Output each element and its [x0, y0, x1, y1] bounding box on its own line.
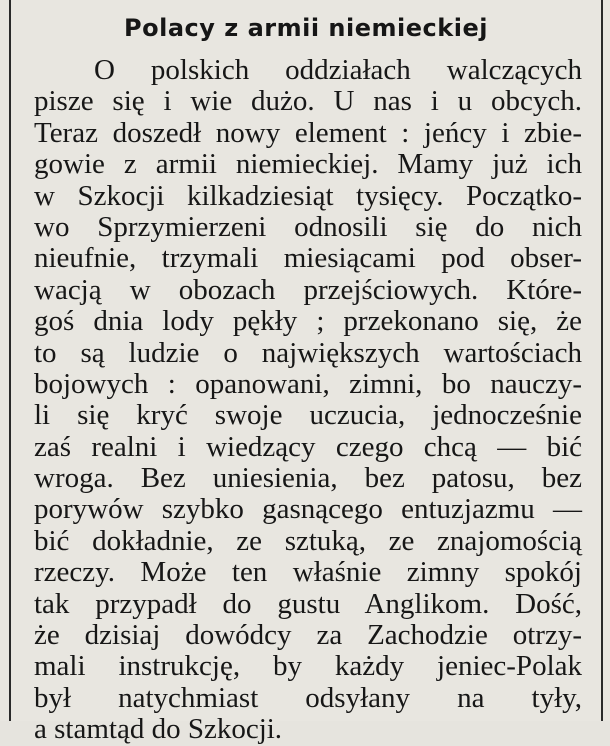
article-body	[34, 55, 582, 746]
article-line: bić dokładnie, ze sztuką, ze znajomością	[34, 524, 582, 557]
article-line: zaś realni i wiedzący czego chcą — bić	[34, 430, 582, 463]
article-headline: Polacy z armii niemieckiej	[124, 14, 488, 42]
article-line: li się kryć swoje uczucia, jednocześnie	[34, 399, 582, 432]
article-line: wacją w obozach przejściowych. Które-	[34, 273, 582, 306]
article-line: wo Sprzymierzeni odnosili się do nich	[34, 210, 582, 243]
article-line: że dzisiaj dowódcy za Zachodzie otrzy-	[34, 619, 582, 652]
article-line: w Szkocji kilkadziesiąt tysięcy. Początko-	[34, 179, 582, 212]
article-line: tak przypadł do gustu Anglikom. Dość,	[34, 587, 582, 620]
left-column-rule	[9, 0, 11, 721]
article-line: O polskich oddziałach walczących	[94, 54, 582, 86]
article-line: goś dnia lody pękły ; przekonano się, że	[34, 305, 582, 338]
article-line: bojowych : opanowani, zimni, bo nauczy-	[34, 367, 582, 400]
article-line: gowie z armii niemieckiej. Mamy już ich	[34, 148, 582, 181]
article-line: Teraz doszedł nowy element : jeńcy i zbie-	[34, 116, 582, 149]
article-line: pisze się i wie dużo. U nas i u obcych.	[34, 85, 582, 118]
right-column-rule	[601, 0, 603, 721]
article-line: a stamtąd do Szkocji.	[34, 713, 283, 746]
article-line: rzeczy. Może ten właśnie zimny spokój	[34, 556, 582, 589]
article-line: wroga. Bez uniesienia, bez patosu, bez	[34, 462, 582, 495]
article-line: nieufnie, trzymali miesiącami pod obser-	[34, 242, 582, 275]
article-line: to są ludzie o największych wartościach	[34, 336, 582, 369]
article-line: był natychmiast odsyłany na tyły,	[34, 681, 582, 714]
article-line: porywów szybko gasnącego entuzjazmu —	[34, 493, 582, 526]
article-line: mali instrukcję, by każdy jeniec-Polak	[34, 650, 582, 683]
